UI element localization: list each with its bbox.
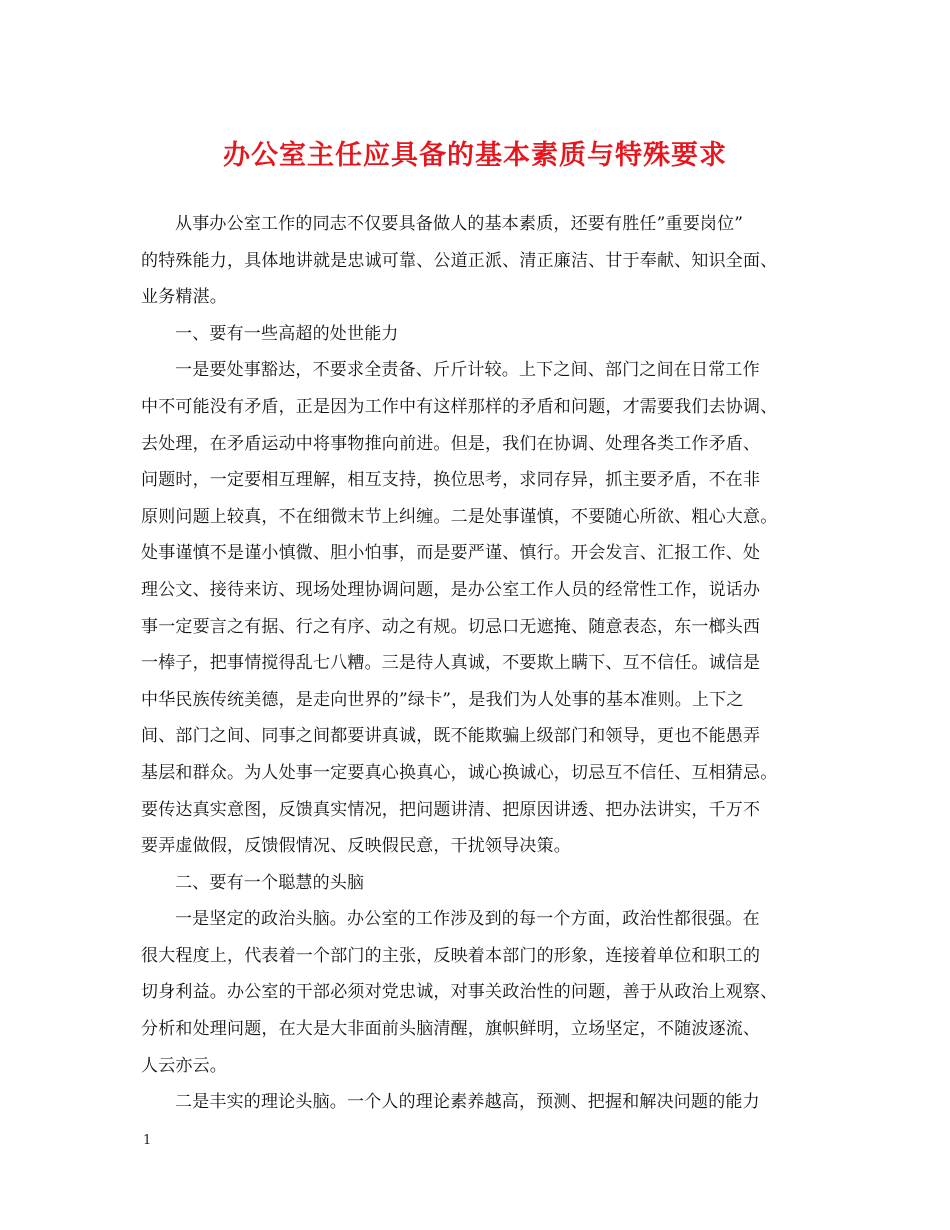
text-line: 基层和群众。为人处事一定要真心换真心，诚心换诚心，切忌互不信任、互相猜忌。 [141, 762, 778, 783]
text-line: 去处理，在矛盾运动中将事物推向前进。但是，我们在协调、处理各类工作矛盾、 [141, 433, 761, 454]
text-line: 一棒子，把事情搅得乱七八糟。三是待人真诚，不要欺上瞒下、互不信任。诚信是 [141, 653, 761, 674]
text-line: 二、要有一个聪慧的头脑 [175, 872, 365, 893]
text-line: 中不可能没有矛盾，正是因为工作中有这样那样的矛盾和问题，才需要我们去协调、 [141, 396, 778, 417]
text-line: 分析和处理问题，在大是大非面前头脑清醒，旗帜鲜明，立场坚定，不随波逐流、 [141, 1019, 761, 1040]
document-body [141, 206, 811, 1121]
text-line: 原则问题上较真，不在细微末节上纠缠。二是处事谨慎，不要随心所欲、粗心大意。 [141, 506, 778, 527]
text-line: 一是坚定的政治头脑。办公室的工作涉及到的每一个方面，政治性都很强。在 [175, 909, 760, 930]
text-line: 事一定要言之有据、行之有序、动之有规。切忌口无遮掩、随意表态，东一榔头西 [141, 616, 761, 637]
text-line: 间、部门之间、同事之间都要讲真诚，既不能欺骗上级部门和领导，更也不能愚弄 [141, 726, 761, 747]
text-line: 人云亦云。 [141, 1055, 227, 1076]
text-line: 处事谨慎不是谨小慎微、胆小怕事，而是要严谨、慎行。开会发言、汇报工作、处 [141, 543, 761, 564]
text-line: 一是要处事豁达，不要求全责备、斤斤计较。上下之间、部门之间在日常工作 [175, 360, 760, 381]
text-line: 一、要有一些高超的处世能力 [175, 323, 399, 344]
text-line: 中华民族传统美德，是走向世界的”绿卡”，是我们为人处事的基本准则。上下之 [141, 689, 744, 710]
text-line: 理公文、接待来访、现场处理协调问题，是办公室工作人员的经常性工作，说话办 [141, 579, 761, 600]
text-line: 问题时，一定要相互理解，相互支持，换位思考，求同存异，抓主要矛盾，不在非 [141, 470, 761, 491]
text-line: 要传达真实意图，反馈真实情况，把问题讲清、把原因讲透、把办法讲实，千万不 [141, 799, 761, 820]
text-line: 很大程度上，代表着一个部门的主张，反映着本部门的形象，连接着单位和职工的 [141, 945, 761, 966]
text-line: 要弄虚做假，反馈假情况、反映假民意，干扰领导决策。 [141, 836, 571, 857]
text-line: 从事办公室工作的同志不仅要具备做人的基本素质，还要有胜任”重要岗位” [175, 214, 744, 234]
text-line: 业务精湛。 [141, 287, 227, 308]
text-line: 的特殊能力，具体地讲就是忠诚可靠、公道正派、清正廉洁、甘于奉献、知识全面、 [141, 250, 778, 271]
text-line: 二是丰实的理论头脑。一个人的理论素养越高，预测、把握和解决问题的能力 [175, 1092, 760, 1113]
page-number: 1 [143, 1133, 152, 1148]
document-title: 办公室主任应具备的基本素质与特殊要求 [223, 140, 727, 171]
text-line: 切身利益。办公室的干部必须对党忠诚，对事关政治性的问题，善于从政治上观察、 [141, 982, 778, 1003]
